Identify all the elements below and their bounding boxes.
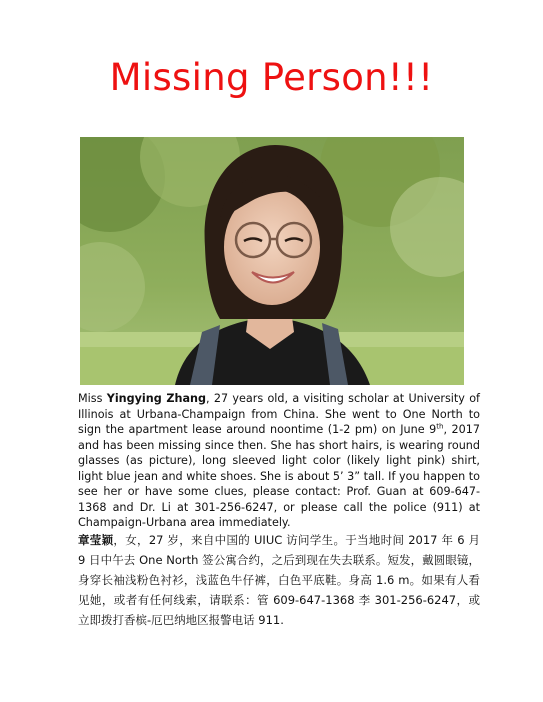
english-description: Miss Yingying Zhang, 27 years old, a visiting scholar at University of Illinois at Urbana-Champaign from China. She went to One North to sign the apartment lease around noontime (1-2 pm) on June 9th, 2017 and has been missing since then. She has short hairs, is wearing round glasses (as picture), long sleeved light color (likely light pink) shirt, light blue jean and white shoes. She is about 5’ 3” tall. If you happen to see her or have some clues, please contact: Prof. Guan at 609-647-1368 and Dr. Li at 301-256-6247, or please call the police (911) at Champaign-Urbana area immediately. — [78, 392, 480, 529]
person-name: Yingying Zhang — [106, 392, 206, 405]
portrait-photo — [80, 137, 464, 385]
person-name-chinese: 章莹颖 — [78, 533, 114, 547]
page-title: Missing Person!!! — [109, 56, 434, 99]
chinese-description: 章莹颖，女，27 岁，来自中国的 UIUC 访问学生。于当地时间 2017 年 6 月 9 日中午去 One North 签公寓合约，之后到现在失去联系。短发，戴圆眼镜，身穿长袖浅粉色衬衫，浅蓝色牛仔裤，白色平底鞋。身高 1.6 m。如果有人看见她，或者有任何线索，请联系：管 609-647-1368 李 301-256-6247，或立即拨打香槟-厄巴纳地区报警电话 911. — [78, 533, 481, 627]
